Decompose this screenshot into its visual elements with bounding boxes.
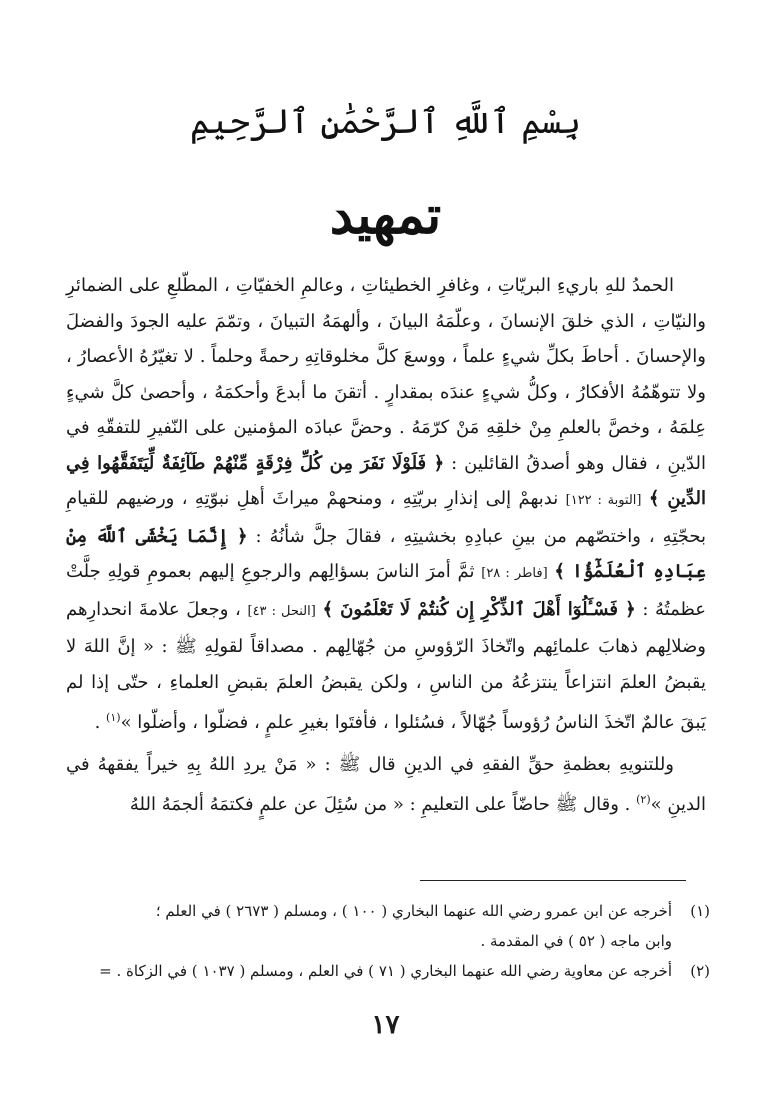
footnote-marker: (٢): [636, 793, 651, 806]
footnotes: [70, 898, 710, 988]
footnote-continuation: [70, 928, 710, 954]
footnote-number: (٢): [690, 962, 710, 980]
verse-reference: [النحل : ٤٣]: [247, 603, 316, 619]
footnote-divider: [420, 880, 686, 881]
footnote-item: [70, 958, 710, 984]
text-segment: ، وجعلَ علامةَ انحدارِهم وضلالِهم ذهابَ علمائِهم واتّخاذَ الرّؤوسِ من جُهّالِهم . مصداقاً لقولِهِ ﷺ : « إنَّ اللهَ لا يقبضُ العلمَ انتزاعاً ينتزعُهُ من الناسِ ، ولكن يقبضُ العلمَ بقبضِ العلماءِ ، حتّى إذا لم يَبقَ عالمٌ اتّخذَ الناسُ رُؤوساً جُهّالاً ، فسُئلوا ، فأفتَوا بغيرِ علمٍ ، فضلّوا ، وأضلّوا »: [66, 598, 706, 733]
text-segment: وللتنويهِ بعظمةِ حقِّ الفقهِ في الدينِ قال ﷺ : « مَنْ يردِ اللهُ بِهِ خيراً يفقههُ في الدينِ »: [66, 753, 706, 815]
page-title: تمهيد: [329, 185, 442, 246]
main-text: [66, 268, 706, 823]
footnote-marker: (١): [106, 711, 121, 724]
text-segment: . وقال ﷺ حاضّاً على التعليمِ : « من سُئِلَ عن علمٍ فكتمَهُ ألجمَهُ اللهُ: [129, 794, 631, 815]
footnote-text: أخرجه عن معاوية رضي الله عنهما البخاري ( ٧١ ) في العلم ، ومسلم ( ١٠٣٧ ) في الزكاة . =: [99, 962, 672, 980]
text-segment: ندبهمْ إلى إنذارِ بريّتِهِ ، ومنحهمْ ميراثَ أهلِ نبوّتِهِ ، ورضيهم للقيامِ بحجّتِهِ ، واختصّهم من بينِ عبادِهِ بخشيتِهِ ، فقالَ جلَّ شأنُهُ :: [66, 488, 706, 547]
footnote-item: [70, 898, 710, 924]
text-segment: .: [94, 712, 101, 733]
footnote-text: وابن ماجه ( ٥٢ ) في المقدمة .: [480, 932, 672, 950]
quran-verse: ﴿ فَلَوْلَا نَفَرَ مِن كُلِّ فِرْقَةٍ مِّنْهُمْ طَآئِفَةٌ لِّيَتَفَقَّهُوا فِي الدِّينِ ﴾: [66, 452, 706, 509]
paragraph-2: [66, 747, 706, 823]
text-segment: الحمدُ للهِ باريءِ البريّاتِ ، وغافرِ الخطيئاتِ ، وعالمِ الخفيّاتِ ، المطّلعِ على الضمائرِ والنيّاتِ ، الذي خلقَ الإنسانَ ، وعلّمَهُ البيانَ ، وألهمَهُ التبيانَ ، وتمّمَ عليه الجودَ والفضلَ والإحسانَ . أحاطَ بكلِّ شيءٍ علماً ، ووسعَ كلَّ مخلوقاتِهِ رحمةً وحلماً . لا تغيّرُهُ الأعصارُ ، ولا تتوهّمُهُ الأفكارُ ، وكلُّ شيءٍ عندَه بمقدارٍ . أتقنَ ما أبدعَ وأحكمَهُ ، وأحصىٰ كلَّ شيءٍ عِلمَهُ ، وخصَّ بالعلمِ مِنْ خلقِهِ مَنْ كرّمَهُ . وحضَّ عبادَه المؤمنين على النّفيرِ للتفقّهِ في الدّينِ ، فقال وهو أصدقُ القائلين :: [66, 275, 706, 474]
quran-verse: ﴿ فَسْـَٔلُوٓا أَهْلَ ٱلذِّكْرِ إِن كُنتُمْ لَا تَعْلَمُونَ ﴾: [322, 598, 636, 620]
page-number: ١٧: [371, 1010, 400, 1040]
verse-reference: [التوبة : ١٢٢]: [565, 493, 642, 508]
footnote-number: (١): [690, 902, 710, 920]
paragraph-1: [66, 268, 706, 741]
text-segment: ثمَّ أمرَ الناسَ بسؤالِهم والرجوعِ إليهم بعمومِ قولِهِ جلَّتْ عظمتُهُ :: [66, 561, 707, 620]
verse-reference: [فاطر : ٢٨]: [481, 566, 548, 581]
quran-verse: ﴿ إِنَّمَا يَخْشَى ٱللَّهَ مِنْ عِبَادِهِ ٱلْعُلَمَٰٓؤُا ﴾: [66, 525, 706, 582]
footnote-text: أخرجه عن ابن عمرو رضي الله عنهما البخاري ( ١٠٠ ) ، ومسلم ( ٢٦٧٣ ) في العلم ؛: [155, 902, 672, 920]
basmala-calligraphy: بِسْمِ ٱللَّهِ ٱلرَّحْمَٰنِ ٱلرَّحِيمِ: [189, 102, 582, 142]
